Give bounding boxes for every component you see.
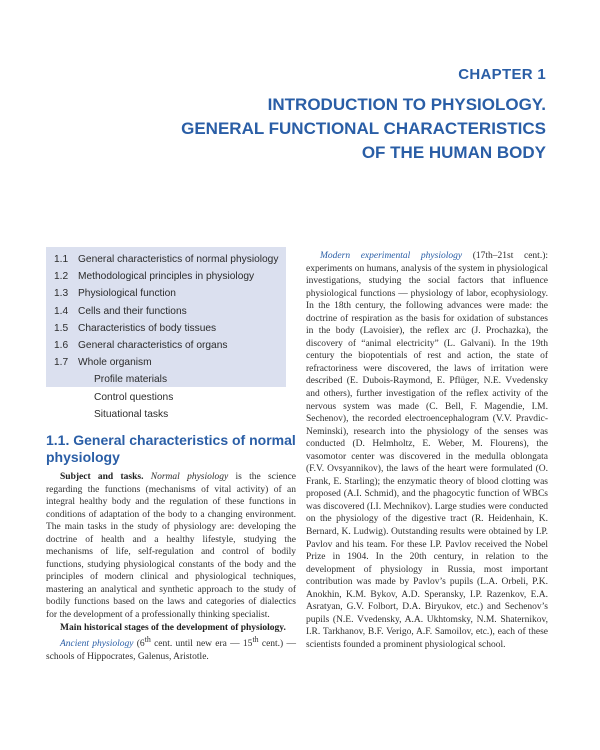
toc-item[interactable] bbox=[54, 285, 282, 302]
paragraph bbox=[46, 622, 296, 635]
chapter-title-line: OF THE HUMAN BODY bbox=[361, 143, 546, 162]
chapter-label: CHAPTER 1 bbox=[458, 66, 546, 83]
left-column bbox=[46, 471, 296, 663]
toc-subitem[interactable]: Control questions bbox=[94, 391, 174, 403]
toc-item[interactable] bbox=[54, 354, 282, 371]
toc-item[interactable] bbox=[54, 337, 282, 354]
paragraph-text: is the science regarding the functions (mechanisms of vital activity) of an integral healthy body and the regulation of these functions in conditions of adaptation of the body to a changing environment. The main tasks in the study of physiology are: developing the doctrine of health and a healthy lifestyle, studying the mechanisms of life, self-regulation and control of bodily functions, studying physiological constants of the body and the principles of modern clinical and physiological techniques, mastering an analytical and synthetic approach to the study of bodily functions based on the laws and categories of dialectics for the development of a professionally thinking specialist. bbox=[46, 472, 296, 621]
toc-label: Whole organism bbox=[78, 357, 152, 369]
emphasis: Normal physiology bbox=[150, 472, 229, 482]
toc-label: General characteristics of normal physiology bbox=[78, 254, 279, 265]
toc-label: Cells and their functions bbox=[78, 305, 187, 317]
toc-number: 1.2 bbox=[54, 271, 69, 283]
right-column bbox=[306, 250, 548, 652]
chapter-title bbox=[181, 93, 546, 165]
toc-number: 1.7 bbox=[54, 357, 69, 369]
superscript: th bbox=[252, 635, 259, 645]
paragraph-text: cent. until new era — 15 bbox=[150, 639, 253, 650]
paragraph-text: (17th–21st cent.): experiments on humans, analysis of the system in physiological investigations, studying the social factors that influence physiological functions — physiology of labor, ecophysiology. In the 18th century, the following advances were made: the doctrine of respiration as the basis for oxidation of substances in the body (Lavoisier), the reflex arc (J. Prochazka), the discovery of “animal electricity” (L. Galvani). In the 19th century the biopotentials of rest and action, the state of refractoriness were discovered, the laws of irritation were described (E. Dubois-Raymond, E. Pflüger, N.E. Vvedensky and others), further investigation of the reflex activity of the nervous system was made (C. Bell, F. Magendie, I.M. Sechenov), the recorded electroencephalogram (V.V. Pravdic-Neminski), research into the physiology of the senses was conducted (D. Helmholtz, E. Weber, M. Flourens), the vasomotor center was discovered in the medulla oblongata (F.V. Ovsyannikov), the laws of the heart were formulated (O. Frank, E. Starling); the enzymatic theory of blood clotting was proposed (A.I. Schmid), and the phagocytic function of WBCs was discovered (I.I. Mechnikov). Large studies were conducted on the physiology of the digestive tract (R. Heidenhain, K. Bernard, K. Ludwig). Outstanding results were obtained by I.P. Pavlov and his team. For these I.P. Pavlov received the Nobel Prize in 1904. In the 20th century, in relation to the development of physiology in Russia, most important contribution was made by Pavlov’s pupils (L.A. Orbeli, P.K. Anokhin, K.M. Bykov, A.D. Speransky, I.P. Razenkov, E.A. Asratyan, G.V. Folbort, D.A. Biryukov, etc.) and Sechenov’s pupils (N.E. Vvedensky, A.A. Ukhtomsky, N.M. Shaternikov, I.R. Tarkhanov, B.F. Verigo, A.F. Samoilov, etc.), each of these scientists founded a prominent physiological school. bbox=[306, 251, 548, 650]
chapter-title-line: INTRODUCTION TO PHYSIOLOGY. bbox=[267, 95, 546, 114]
toc-item[interactable] bbox=[54, 303, 282, 320]
toc-label: Methodological principles in physiology bbox=[78, 271, 255, 283]
toc-label: Characteristics of body tissues bbox=[78, 322, 217, 334]
paragraph bbox=[306, 250, 548, 652]
toc-number: 1.4 bbox=[54, 305, 69, 317]
section-heading: 1.1. General characteristics of normal physiology bbox=[46, 432, 296, 465]
toc-item[interactable] bbox=[54, 251, 282, 268]
superscript: th bbox=[144, 635, 151, 645]
toc-subitem[interactable]: Situational tasks bbox=[94, 408, 169, 420]
run-in-heading: Subject and tasks. bbox=[60, 472, 144, 482]
toc-item[interactable] bbox=[54, 268, 282, 285]
paragraph-text: (6 bbox=[133, 639, 145, 650]
run-in-heading: Main historical stages of the development of physiology. bbox=[60, 622, 286, 633]
highlighted-term: Ancient physiology bbox=[60, 639, 134, 650]
table-of-contents bbox=[46, 247, 286, 420]
toc-number: 1.3 bbox=[54, 288, 69, 300]
toc-number: 1.6 bbox=[54, 340, 69, 352]
highlighted-term: Modern experimental physiology bbox=[320, 251, 463, 261]
toc-number: 1.5 bbox=[54, 322, 69, 334]
paragraph-text: cent.) — schools of Hippocrates, Galenus, Aristotle. bbox=[46, 639, 296, 662]
toc-subitem[interactable]: Profile materials bbox=[94, 374, 168, 386]
paragraph bbox=[46, 471, 296, 622]
paragraph bbox=[46, 634, 296, 663]
toc-label: Physiological function bbox=[78, 288, 176, 300]
toc-number: 1.1 bbox=[54, 254, 69, 265]
toc-item[interactable] bbox=[54, 320, 282, 337]
toc-label: General characteristics of organs bbox=[78, 340, 228, 352]
chapter-title-line: GENERAL FUNCTIONAL CHARACTERISTICS bbox=[181, 119, 546, 138]
